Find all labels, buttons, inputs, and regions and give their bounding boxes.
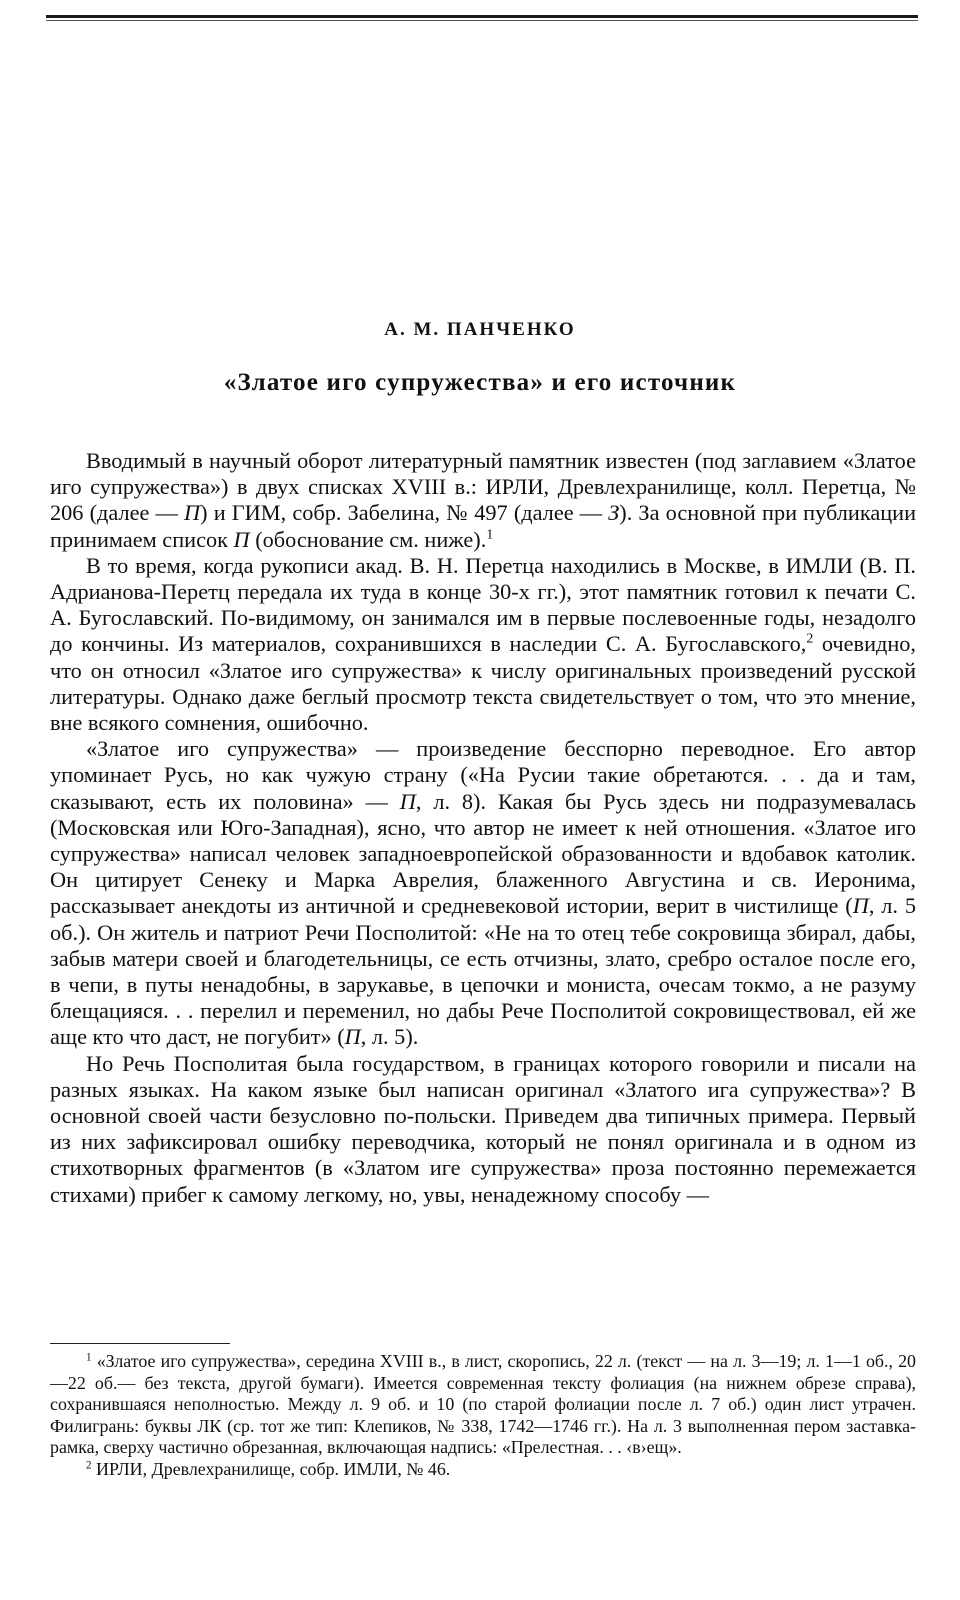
italic-text: П [852, 893, 869, 919]
paragraph [50, 553, 916, 736]
italic-text: П [344, 1024, 361, 1050]
text-run: ). За основной при публикации принимаем список [50, 500, 917, 552]
text-run: Вводимый в научный оборот литературный памятник известен (под заглавием «Златое иго супружества») в двух списках XVIII в.: ИРЛИ, Древлехранилище, колл. Перетца, № 206 (далее — [50, 448, 916, 526]
article-body [50, 448, 916, 1208]
paragraph [50, 448, 916, 553]
footnote-separator [50, 1343, 230, 1344]
paragraph [50, 736, 916, 1050]
text-run: , л. 5 об.). Он житель и патриот Речи Посполитой: «Не на то отец тебе сокровища збирал, дабы, забыв матери своей и благодетельницы, се есть отчизны, злато, сребро осталое после его, в чепи, в путы ненадобны, в зарукавье, в цепочки и мониста, очесам токмо, а не разуму блещацияся. . . перелил и переменил, но дабы Рече Посполитой сокровиществовал, ей же аще кто что даст, не погубит» ( [50, 893, 917, 1050]
footnote-marker: 1 [486, 526, 494, 542]
header-rule-thin [46, 20, 918, 21]
author-name: А. М. ПАНЧЕНКО [384, 319, 576, 340]
footnote [50, 1459, 916, 1481]
text-run: , л. 8). Какая бы Русь здесь ни подразумевалась (Московская или Юго-Западная), ясно, что автор не имеет к ней отношения. «Златое иго супружества» написал человек западноевропейской образованности и вдобавок католик. Он цитирует Сенеку и Марка Аврелия, блаженного Августина и св. Иеронима, рассказывает анекдоты из античной и средневековой истории, верит в чистилище ( [50, 788, 916, 919]
article-title: «Златое иго супружества» и его источник [223, 369, 737, 396]
footnote [50, 1351, 916, 1459]
text-run: ) и ГИМ, собр. Забелина, № 497 (далее — [200, 500, 609, 526]
italic-text: П [399, 788, 416, 814]
text-run: «Златое иго супружества», середина XVIII в., в лист, скоропись, 22 л. (текст — на л. 3—19; л. 1—1 об., 20—22 об.— без текста, другой бумаги). Имеется современная тексту фолиация (на нижнем обрезе справа), сохранившаяся неполностью. Между л. 9 об. и 10 (по старой фолиации после л. 7 об.) один лист утрачен. Филигрань: буквы ЛК (ср. тот же тип: Клепиков, № 338, 1742—1746 гг.). На л. 3 выполненная пером заставка-рамка, сверху частично обрезанная, включающая надпись: «Прелестная. . . ‹в›ещ». [50, 1351, 916, 1458]
text-run: Но Речь Посполитая была государством, в границах которого говорили и писали на разных языках. На каком языке был написан оригинал «Златого ига супружества»? В основной своей части безусловно по-польски. Приведем два типичных примера. Первый из них зафиксировал ошибку переводчика, который не понял оригинала и в одном из стихотворных фрагментов (в «Златом иге супружества» проза постоянно перемежается стихами) прибег к самому легкому, но, увы, ненадежному способу — [50, 1050, 916, 1207]
text-run: (обоснование см. ниже). [249, 526, 487, 552]
text-run: очевидно, что он относил «Златое иго супружества» к числу оригинальных произведений русской литературы. Однако даже беглый просмотр текста свидетельствует о том, что это мнение, вне всякого сомнения, ошибочно. [50, 631, 917, 736]
italic-text: З [608, 500, 620, 526]
footnotes [50, 1351, 916, 1481]
italic-text: П [184, 500, 201, 526]
text-run: , л. 5). [360, 1024, 419, 1050]
footnote-marker: 1 [86, 1351, 92, 1364]
text-run: ИРЛИ, Древлехранилище, собр. ИМЛИ, № 46. [91, 1458, 451, 1479]
paragraph [50, 1051, 916, 1208]
italic-text: П [233, 526, 250, 552]
footnote-marker: 2 [86, 1459, 92, 1472]
text-run: «Златое иго супружества» — произведение бесспорно переводное. Его автор упоминает Русь, но как чужую страну («На Русии такие обретаются. . . да и там, сказывают, есть их половина» — [50, 736, 916, 814]
header-rule [46, 15, 918, 18]
footnote-marker: 2 [806, 631, 814, 647]
text-run: В то время, когда рукописи акад. В. Н. Перетца находились в Москве, в ИМЛИ (В. П. Адрианова-Перетц передала их туда в конце 30-х гг.), этот памятник готовил к печати С. А. Бугославский. По-видимому, он занимался им в первые послевоенные годы, незадолго до кончины. Из материалов, сохранившихся в наследии С. А. Бугославского, [50, 552, 916, 657]
